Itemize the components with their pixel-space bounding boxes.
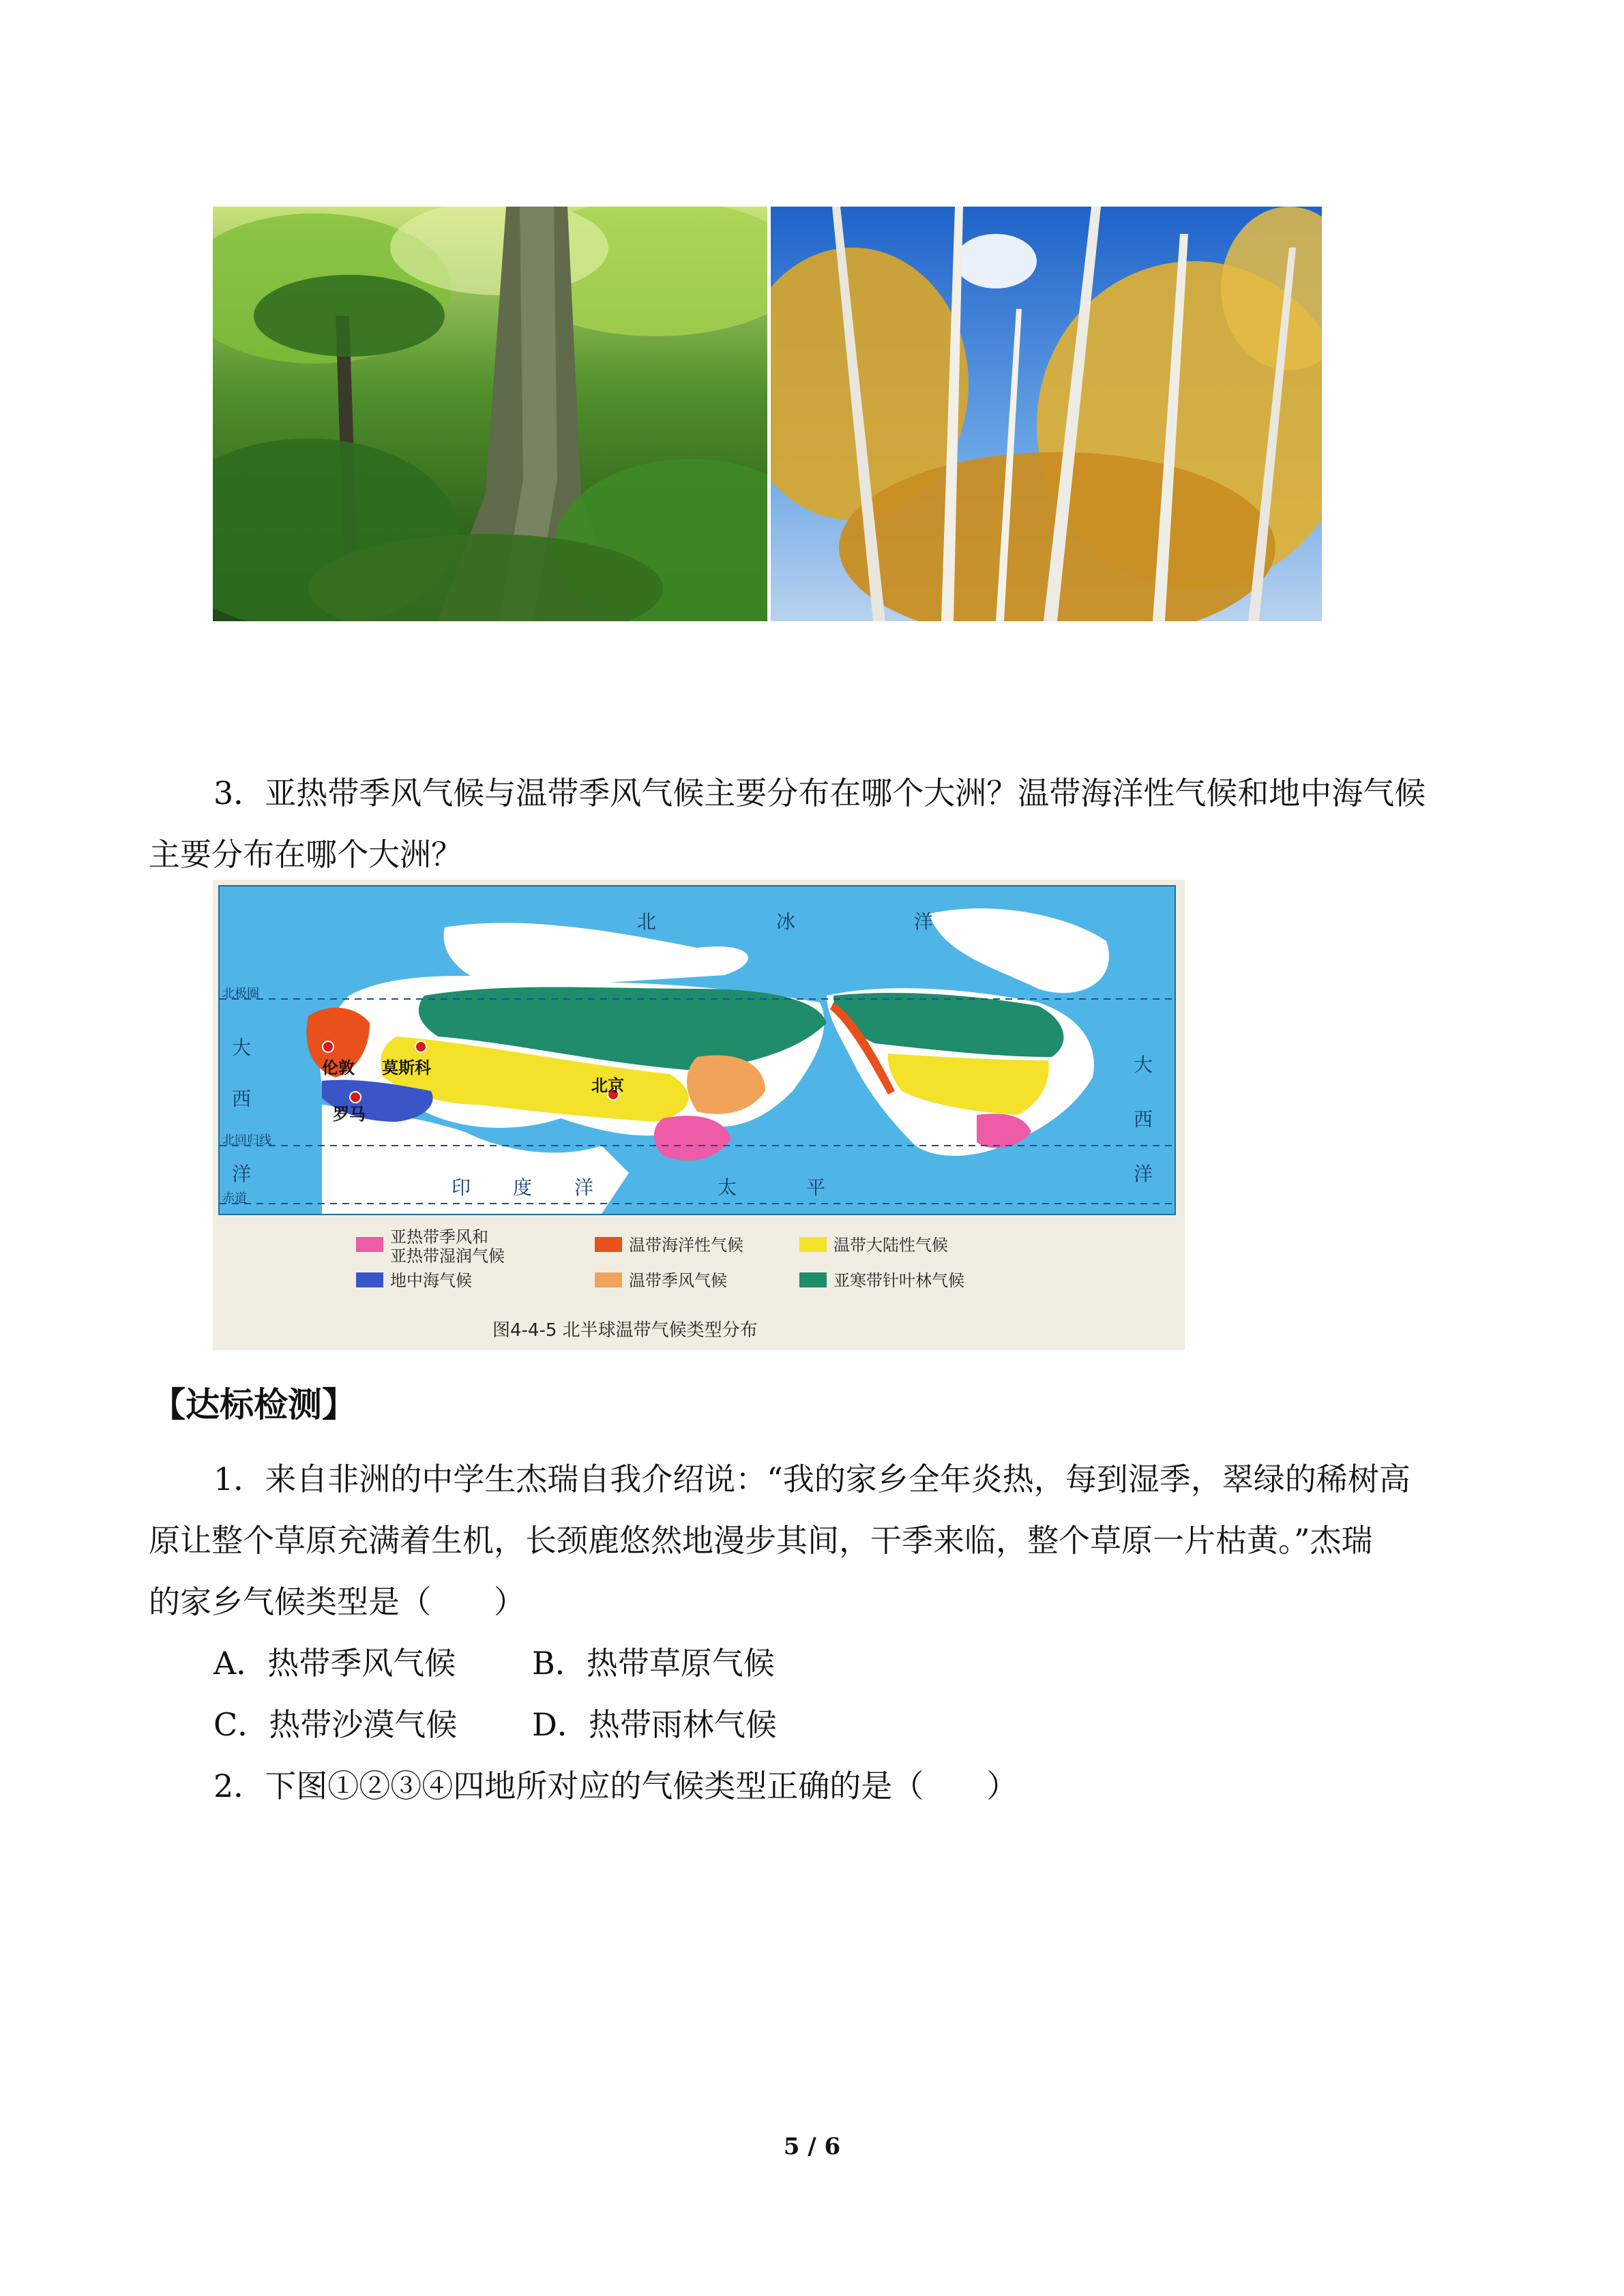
city-label-rome: 罗马 bbox=[333, 1105, 366, 1124]
question-1-line-3: 的家乡气候类型是（ ） bbox=[149, 1583, 525, 1620]
city-marker bbox=[322, 1041, 334, 1053]
legend-label: 温带海洋性气候 bbox=[629, 1236, 743, 1255]
question-1-line-2: 原让整个草原充满着生机，长颈鹿悠然地漫步其间，干季来临，整个草原一片枯黄。”杰瑞 bbox=[149, 1522, 1373, 1559]
legend-label: 亚热带湿润气候 bbox=[390, 1247, 505, 1266]
rainforest-illustration bbox=[213, 207, 767, 621]
legend-label: 亚寒带针叶林气候 bbox=[833, 1271, 964, 1290]
ocean-label: 洋 bbox=[914, 910, 934, 933]
legend-label: 温带大陆性气候 bbox=[833, 1236, 948, 1255]
question-3-line-1: 3．亚热带季风气候与温带季风气候主要分布在哪个大洲？温带海洋性气候和地中海气候 bbox=[213, 775, 1426, 811]
ocean-label: 印 bbox=[452, 1176, 471, 1199]
option-d[interactable]: D．热带雨林气候 bbox=[532, 1706, 777, 1743]
climate-map-figure bbox=[213, 880, 1185, 1350]
legend-label: 亚热带季风和 bbox=[390, 1227, 488, 1247]
ocean-label: 西 bbox=[1134, 1108, 1153, 1131]
ocean-label: 大 bbox=[232, 1037, 252, 1059]
legend-swatch-mediterranean bbox=[356, 1272, 383, 1287]
legend-swatch-continental bbox=[799, 1237, 827, 1252]
map-caption: 图4-4-5 北半球温带气候类型分布 bbox=[492, 1320, 758, 1341]
ocean-label: 洋 bbox=[232, 1163, 252, 1185]
legend-label: 地中海气候 bbox=[390, 1271, 472, 1290]
page-number: 5 / 6 bbox=[783, 2133, 841, 2160]
option-c[interactable]: C．热带沙漠气候 bbox=[213, 1706, 458, 1743]
latitude-label: 赤道 bbox=[222, 1191, 247, 1206]
ocean-label: 北 bbox=[637, 910, 657, 933]
rainforest-photo bbox=[213, 207, 767, 621]
latitude-label: 北回归线 bbox=[222, 1133, 271, 1148]
ocean-label: 度 bbox=[513, 1176, 533, 1199]
city-label-london: 伦敦 bbox=[322, 1058, 355, 1077]
city-label-beijing: 北京 bbox=[591, 1076, 624, 1095]
ocean-label: 平 bbox=[806, 1176, 826, 1199]
autumn-forest-illustration bbox=[771, 207, 1322, 621]
legend-label: 温带季风气候 bbox=[629, 1271, 727, 1290]
legend-swatch-taiga bbox=[799, 1272, 827, 1287]
legend-swatch-maritime bbox=[595, 1237, 622, 1252]
climate-map bbox=[218, 885, 1176, 1215]
ocean-label: 西 bbox=[232, 1088, 252, 1110]
question-3-line-2: 主要分布在哪个大洲？ bbox=[149, 836, 462, 873]
ocean-label: 洋 bbox=[1134, 1163, 1153, 1185]
question-1-line-1: 1．来自非洲的中学生杰瑞自我介绍说：“我的家乡全年炎热，每到湿季，翠绿的稀树高 bbox=[213, 1461, 1411, 1497]
ocean-label: 太 bbox=[718, 1176, 737, 1199]
ocean-label: 洋 bbox=[574, 1176, 594, 1199]
legend-swatch-subtropical bbox=[356, 1237, 383, 1252]
autumn-forest-photo bbox=[771, 207, 1322, 621]
option-a[interactable]: A．热带季风气候 bbox=[213, 1645, 456, 1682]
city-marker bbox=[415, 1041, 427, 1053]
climate-map-shapes bbox=[220, 886, 1175, 1214]
latitude-label: 北极圈 bbox=[222, 987, 259, 1001]
map-legend bbox=[349, 1227, 1031, 1309]
section-title: 【达标检测】 bbox=[151, 1385, 356, 1425]
ocean-label: 大 bbox=[1134, 1054, 1153, 1076]
question-2-line-1: 2．下图①②③④四地所对应的气候类型正确的是（ ） bbox=[213, 1768, 1018, 1804]
legend-swatch-temperate-monsoon bbox=[595, 1272, 622, 1287]
ocean-label: 冰 bbox=[776, 910, 796, 933]
city-label-moscow: 莫斯科 bbox=[382, 1058, 431, 1077]
option-b[interactable]: B．热带草原气候 bbox=[532, 1645, 775, 1682]
